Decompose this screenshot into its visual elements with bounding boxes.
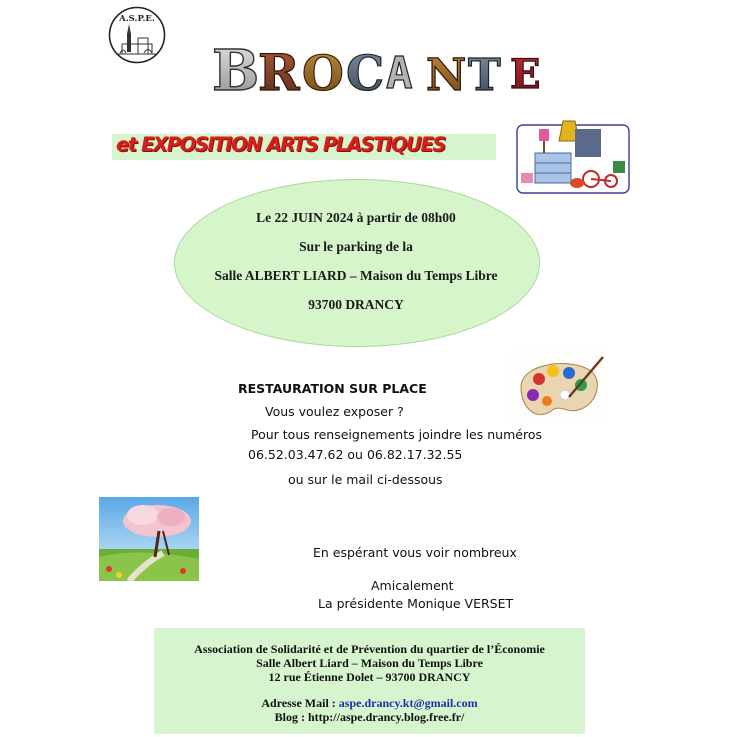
mail-label: Adresse Mail : (261, 696, 339, 710)
blog-link[interactable]: http://aspe.drancy.blog.free.fr/ (307, 710, 465, 724)
event-date: Le 22 JUIN 2024 à partir de 08h00 (256, 210, 456, 225)
title-letter-a: A (386, 48, 413, 99)
title-letter-n: N (426, 50, 467, 100)
mail-hint: ou sur le mail ci-dessous (288, 472, 443, 487)
blog-label: Blog : (274, 710, 308, 724)
president-signature: La présidente Monique VERSET (318, 596, 514, 611)
event-place: Sur le parking de la (299, 239, 413, 254)
title-letter-o: O (302, 46, 344, 100)
title-letter-t: T (468, 50, 501, 100)
spring-tree-painting (99, 497, 199, 581)
mail-link[interactable]: aspe.drancy.kt@gmail.com (338, 696, 478, 710)
brocante-title (210, 38, 578, 100)
association-blog-line (154, 710, 585, 725)
title-letter-b: B (212, 38, 260, 100)
title-letter-r: R (258, 43, 300, 100)
closing-hope: En espérant vous voir nombreux (313, 545, 517, 560)
restauration-notice: RESTAURATION SUR PLACE (238, 381, 427, 396)
association-salle: Salle Albert Liard – Maison du Temps Libre (256, 656, 483, 670)
title-letter-e: E (510, 51, 541, 98)
event-details-panel (174, 179, 540, 347)
contact-text: Pour tous renseignements joindre les numéros (251, 427, 542, 442)
exposer-question: Vous voulez exposer ? (265, 404, 404, 419)
closing-greeting: Amicalement (371, 578, 454, 593)
title-letter-c: C (346, 46, 385, 100)
association-address: 12 rue Étienne Dolet – 93700 DRANCY (268, 670, 471, 684)
phone-numbers: 06.52.03.47.62 ou 06.82.17.32.55 (248, 447, 463, 462)
aspe-logo (108, 6, 166, 64)
event-venue: Salle ALBERT LIARD – Maison du Temps Libre (214, 268, 498, 283)
event-city: 93700 DRANCY (308, 297, 404, 312)
association-mail-line (154, 696, 585, 711)
svg-text:A.S.P.E.: A.S.P.E. (119, 14, 155, 24)
paint-palette-image (511, 351, 608, 423)
association-name: Association de Solidarité et de Prévention du quartier de l’Économie (194, 642, 545, 656)
brocante-items-illustration (513, 111, 633, 196)
subtitle: et EXPOSITION ARTS PLASTIQUES (116, 133, 446, 156)
